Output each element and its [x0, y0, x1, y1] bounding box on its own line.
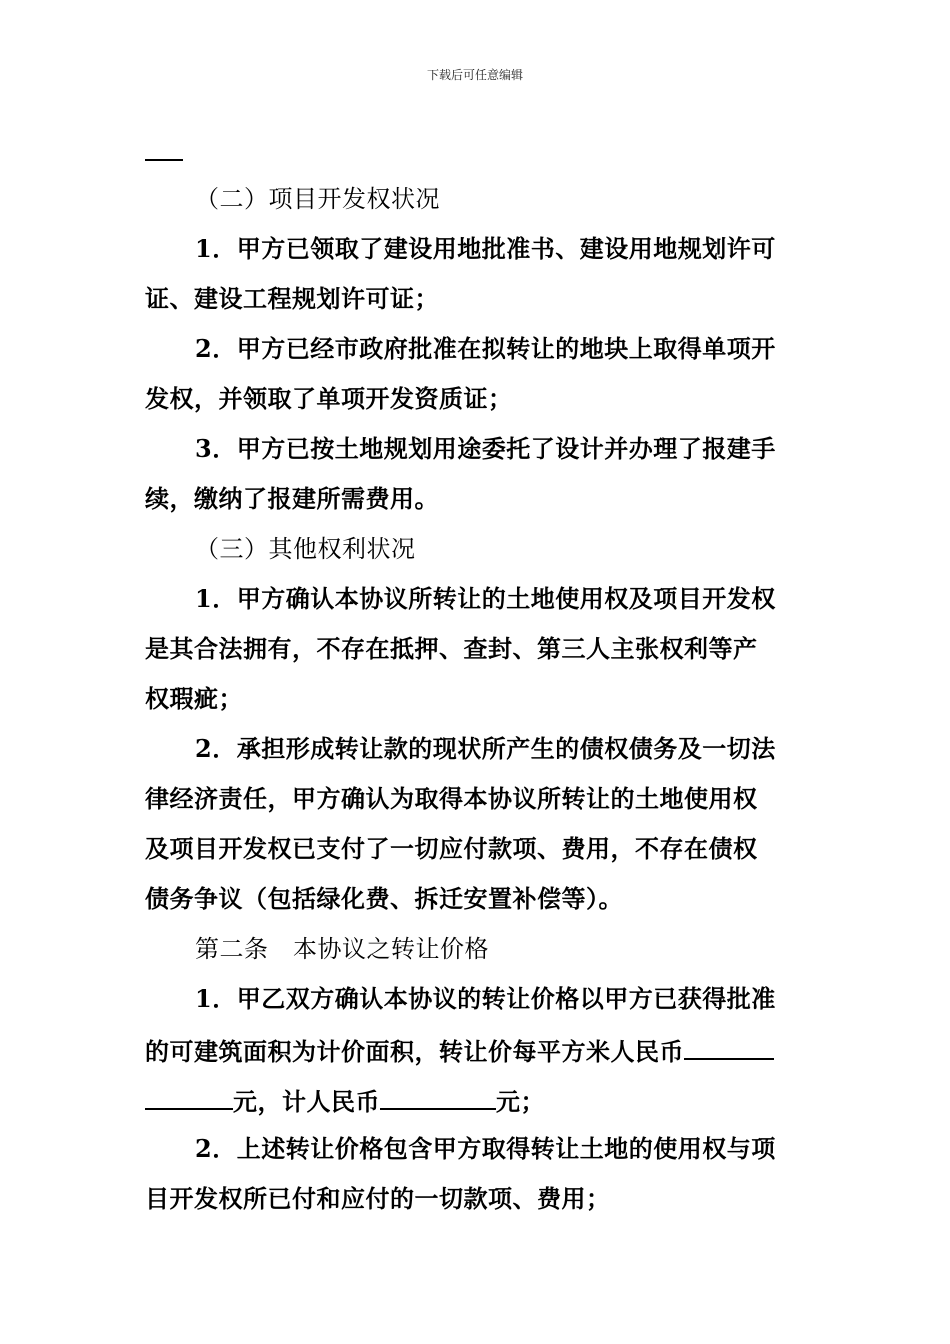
page-header: 下载后可任意编辑: [426, 68, 523, 82]
paragraph-line: 3．甲方已按土地规划用途委托了设计并办理了报建手: [195, 434, 776, 463]
paragraph-line: 证、建设工程规划许可证；: [145, 284, 439, 313]
price-per-sqm-blank-continued: [145, 1084, 233, 1110]
paragraph-line: 目开发权所已付和应付的一切款项、费用；: [145, 1184, 611, 1213]
article-heading: 第二条 本协议之转让价格: [195, 935, 489, 963]
paragraph-line: 2．上述转让价格包含甲方取得转让土地的使用权与项: [195, 1134, 776, 1163]
paragraph-line: 2．甲方已经市政府批准在拟转让的地块上取得单项开: [195, 334, 776, 363]
total-text: 元，计人民币: [233, 1087, 380, 1116]
total-amount-blank: [380, 1084, 496, 1110]
paragraph-line: 1．甲方已领取了建设用地批准书、建设用地规划许可: [195, 234, 776, 263]
paragraph-line: 律经济责任，甲方确认为取得本协议所转让的土地使用权: [145, 784, 758, 813]
paragraph-line: 债务争议（包括绿化费、拆迁安置补偿等）。: [145, 884, 623, 913]
yuan-text: 元；: [496, 1087, 545, 1116]
continuation-dash: [145, 159, 183, 161]
section-heading: （三）其他权利状况: [195, 535, 416, 563]
paragraph-line: 续，缴纳了报建所需费用。: [145, 484, 439, 513]
price-per-sqm-blank: [684, 1034, 774, 1060]
price-text: 的可建筑面积为计价面积，转让价每平方米人民币: [145, 1037, 684, 1066]
paragraph-line: 权瑕疵；: [145, 684, 243, 713]
paragraph-line: 是其合法拥有，不存在抵押、查封、第三人主张权利等产: [145, 634, 758, 663]
section-heading: （二）项目开发权状况: [195, 185, 440, 213]
paragraph-line: 发权，并领取了单项开发资质证；: [145, 384, 513, 413]
paragraph-line: 2．承担形成转让款的现状所产生的债权债务及一切法: [195, 734, 776, 763]
paragraph-line: [145, 1034, 810, 1064]
paragraph-line: [145, 1084, 810, 1114]
paragraph-line: 1．甲乙双方确认本协议的转让价格以甲方已获得批准: [195, 984, 776, 1013]
paragraph-line: 及项目开发权已支付了一切应付款项、费用，不存在债权: [145, 834, 758, 863]
paragraph-line: 1．甲方确认本协议所转让的土地使用权及项目开发权: [195, 584, 776, 613]
